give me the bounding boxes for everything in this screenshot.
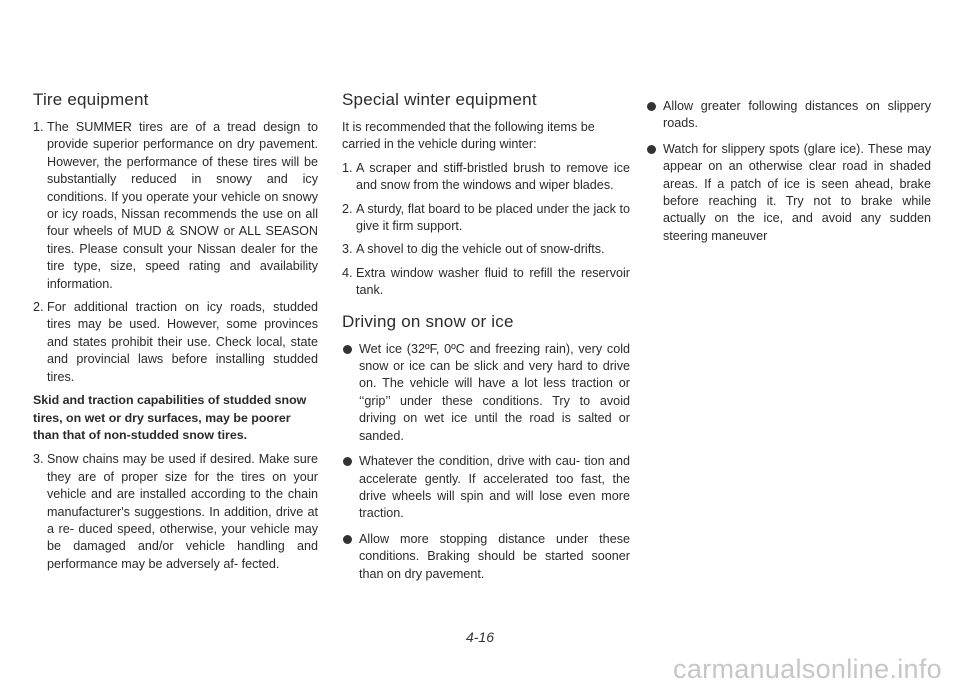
item-number: 3. xyxy=(342,242,353,257)
column-tire-equipment xyxy=(33,90,318,579)
item-number: 3. xyxy=(33,452,44,467)
item-text: Snow chains may be used if desired. Make sure they are of proper size for the tires on your vehicle and are installed according to the chain manufacturer's suggestions. In addition, drive at a re- duced speed, otherwise, your vehicle may be damaged and/or vehicle handling and performance may be adversely af- fected. xyxy=(47,452,318,571)
heading-special-winter-equipment: Special winter equipment xyxy=(342,90,537,109)
list-item xyxy=(33,451,318,573)
column-winter-equipment xyxy=(342,90,630,591)
heading-tire-equipment: Tire equipment xyxy=(33,90,149,109)
list-item xyxy=(33,119,318,293)
winter-equipment-list xyxy=(342,160,630,300)
tire-list-continued xyxy=(33,451,318,573)
item-text: Allow greater following distances on slippery roads. xyxy=(663,99,931,131)
bullet-icon xyxy=(343,345,352,354)
item-number: 2. xyxy=(342,201,353,216)
list-item xyxy=(342,265,630,300)
bullet-icon xyxy=(343,457,352,466)
tire-list xyxy=(33,119,318,386)
item-text: For additional traction on icy roads, studded tires may be used. However, some provinces and states prohibit their use. Check local, state and provincial laws before installing studded tires. xyxy=(47,300,318,384)
list-item xyxy=(342,453,630,523)
item-text: The SUMMER tires are of a tread design to provide superior performance on dry pavement. However, the performance of these tires will be substantially reduced in snowy and icy conditions. If you operate your vehicle on snowy or icy roads, Nissan recommends the use on all four wheels of MUD & SNOW or ALL SEASON tires. Please consult your Nissan dealer for the tire type, size, speed rating and availability information. xyxy=(47,120,318,291)
column-driving-continued xyxy=(646,98,931,253)
list-item xyxy=(33,299,318,386)
item-text: A scraper and stiff-bristled brush to remove ice and snow from the windows and wiper blades. xyxy=(356,160,630,193)
watermark: carmanualsonline.info xyxy=(673,654,942,684)
list-item xyxy=(342,241,630,258)
list-item xyxy=(342,531,630,583)
list-item xyxy=(342,341,630,445)
item-text: Whatever the condition, drive with cau- tion and accelerate gently. If accelerated too fast, the drive wheels will spin and will lose even more traction. xyxy=(359,454,630,521)
bullet-icon xyxy=(647,102,656,111)
driving-bullets xyxy=(342,341,630,583)
list-item xyxy=(342,160,630,195)
item-number: 2. xyxy=(33,300,44,315)
bullet-icon xyxy=(647,145,656,154)
item-text: Watch for slippery spots (glare ice). These may appear on an otherwise clear road in shaded areas. If a patch of ice is seen ahead, brake before reaching it. Try not to brake while actually on the ice, and avoid any sudden steering maneuver xyxy=(663,141,931,243)
heading-driving-on-snow: Driving on snow or ice xyxy=(342,311,514,331)
bullet-icon xyxy=(343,535,352,544)
item-text: A shovel to dig the vehicle out of snow-drifts. xyxy=(356,242,605,257)
driving-bullets-continued xyxy=(646,98,931,245)
item-number: 4. xyxy=(342,265,353,280)
item-text: Extra window washer fluid to refill the reservoir tank. xyxy=(356,265,630,298)
list-item xyxy=(342,201,630,236)
item-number: 1. xyxy=(342,160,353,175)
studded-tire-warning: Skid and traction capabilities of studded snow tires, on wet or dry surfaces, may be poorer than that of non-studded snow tires. xyxy=(33,393,307,442)
item-text: Wet ice (32ºF, 0ºC and freezing rain), very cold snow or ice can be slick and very hard to drive on. The vehicle will have a lot less traction or ‘‘grip’’ under these conditions. Try to avoid driving on wet ice until the road is salted or sanded. xyxy=(359,341,630,443)
winter-intro: It is recommended that the following items be carried in the vehicle during winter: xyxy=(342,120,595,152)
item-number: 1. xyxy=(33,120,44,134)
list-item xyxy=(646,141,931,245)
item-text: Allow more stopping distance under these conditions. Braking should be started sooner than on dry pavement. xyxy=(359,531,630,581)
item-text: A sturdy, flat board to be placed under the jack to give it firm support. xyxy=(356,201,630,234)
page-number: 4-16 xyxy=(465,629,495,645)
list-item xyxy=(646,98,931,133)
